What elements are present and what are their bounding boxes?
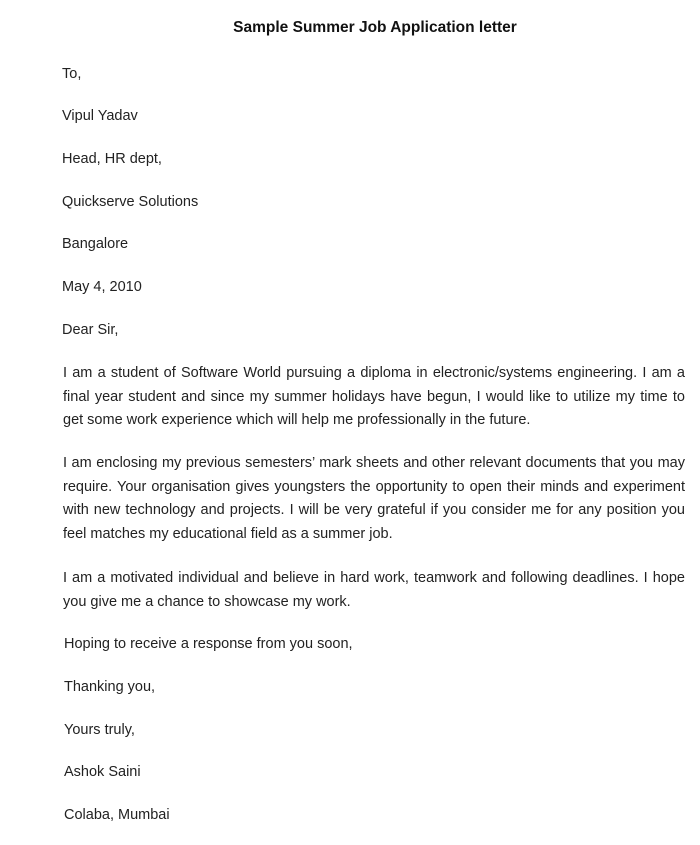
body-paragraph-2: I am enclosing my previous semesters’ mark sheets and other relevant documents that you may require. Your organisation gives youngsters the opportunity to open their minds and experiment with new technology and projects. I will be very grateful if you consider me for any position you feel matches my educational field as a summer job.	[63, 455, 685, 542]
sender-location: Colaba, Mumbai	[64, 807, 170, 823]
greeting: Dear Sir,	[62, 322, 119, 338]
letter-title: Sample Summer Job Application letter	[233, 19, 517, 36]
body-paragraph-1: I am a student of Software World pursuing a diploma in electronic/systems engineering. I am a final year student and since my summer holidays have begun, I would like to utilize my time to get some work experience which will help me professionally in the future.	[63, 365, 685, 428]
letter-date: May 4, 2010	[62, 279, 142, 295]
recipient-name: Vipul Yadav	[62, 108, 138, 124]
closing-sign-off: Yours truly,	[64, 722, 135, 738]
recipient-position: Head, HR dept,	[62, 151, 162, 167]
closing-thanks: Thanking you,	[64, 679, 156, 695]
recipient-city: Bangalore	[62, 236, 129, 252]
body-paragraph-3: I am a motivated individual and believe in hard work, teamwork and following deadlines. I hope you give me a chance to showcase my work.	[63, 570, 685, 610]
recipient-company: Quickserve Solutions	[62, 194, 199, 210]
recipient-to: To,	[62, 66, 82, 82]
closing-hope-line: Hoping to receive a response from you soon,	[64, 636, 353, 652]
sender-name: Ashok Saini	[64, 764, 141, 780]
